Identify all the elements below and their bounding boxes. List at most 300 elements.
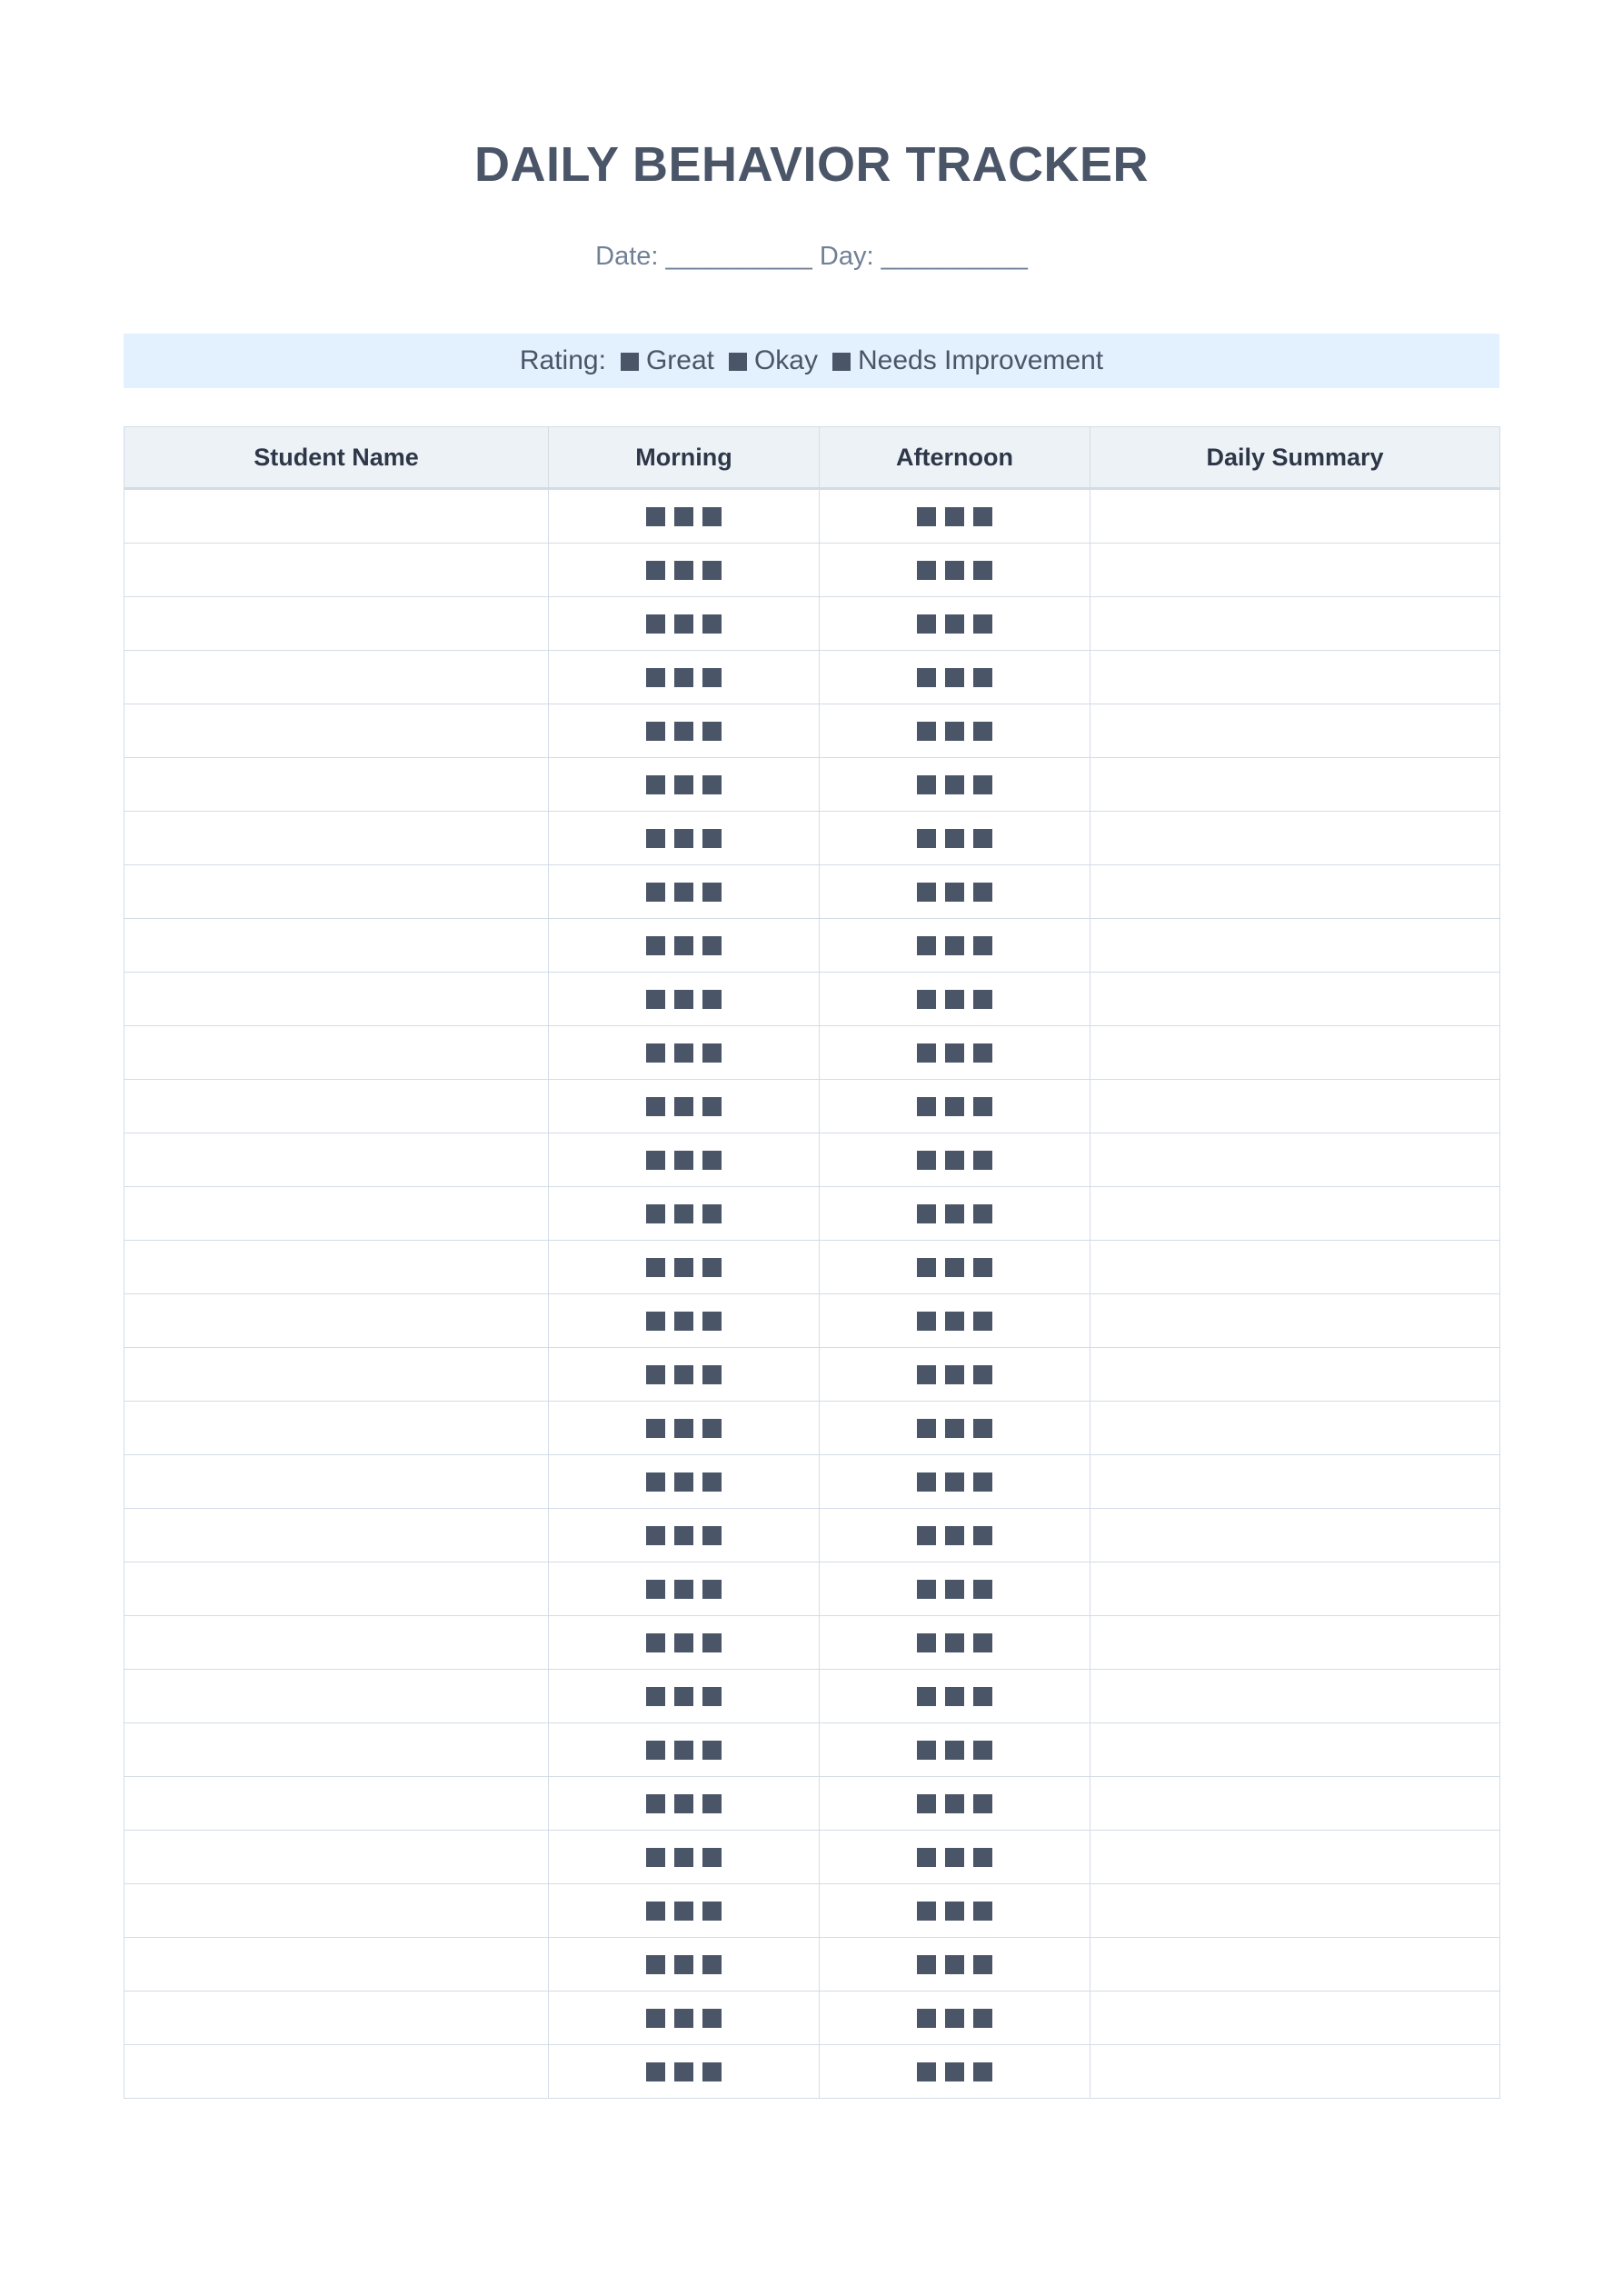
table-header-row — [124, 427, 1500, 489]
rating-checkbox-group — [646, 2009, 722, 2028]
daily-summary-cell[interactable] — [1090, 1938, 1500, 1992]
morning-cell — [549, 1831, 820, 1884]
rating-checkbox-square-icon[interactable] — [973, 1955, 992, 1974]
rating-checkbox-square-icon[interactable] — [945, 2009, 964, 2028]
rating-checkbox-square-icon[interactable] — [917, 775, 936, 794]
rating-checkbox-square-icon[interactable] — [674, 561, 693, 580]
rating-checkbox-group — [917, 668, 992, 687]
rating-checkbox-square-icon[interactable] — [702, 1258, 722, 1277]
rating-checkbox-group — [646, 1419, 722, 1438]
morning-cell — [549, 2045, 820, 2099]
rating-checkbox-square-icon[interactable] — [702, 1419, 722, 1438]
daily-summary-cell[interactable] — [1090, 597, 1500, 651]
morning-cell — [549, 758, 820, 812]
rating-checkbox-square-icon[interactable] — [973, 936, 992, 955]
table-row — [124, 1402, 1500, 1455]
student-name-cell[interactable] — [124, 704, 549, 758]
rating-label: Rating: — [519, 345, 606, 375]
rating-checkbox-square-icon[interactable] — [674, 614, 693, 634]
daily-summary-cell[interactable] — [1090, 1777, 1500, 1831]
rating-checkbox-square-icon[interactable] — [702, 1580, 722, 1599]
rating-checkbox-square-icon[interactable] — [973, 1741, 992, 1760]
rating-checkbox-square-icon[interactable] — [702, 1043, 722, 1063]
rating-checkbox-group — [917, 614, 992, 634]
rating-checkbox-square-icon[interactable] — [917, 1848, 936, 1867]
rating-checkbox-square-icon[interactable] — [702, 1204, 722, 1223]
rating-checkbox-square-icon[interactable] — [646, 1043, 665, 1063]
rating-checkbox-square-icon[interactable] — [917, 1312, 936, 1331]
student-name-cell[interactable] — [124, 1831, 549, 1884]
afternoon-cell — [820, 1294, 1090, 1348]
rating-checkbox-square-icon[interactable] — [973, 1258, 992, 1277]
daily-summary-cell[interactable] — [1090, 1884, 1500, 1938]
rating-checkbox-group — [646, 775, 722, 794]
rating-checkbox-square-icon[interactable] — [646, 561, 665, 580]
rating-checkbox-square-icon[interactable] — [917, 1365, 936, 1384]
rating-checkbox-square-icon[interactable] — [973, 1687, 992, 1706]
rating-checkbox-square-icon[interactable] — [702, 1472, 722, 1492]
rating-checkbox-square-icon[interactable] — [674, 1955, 693, 1974]
rating-checkbox-square-icon[interactable] — [945, 775, 964, 794]
rating-checkbox-square-icon[interactable] — [973, 614, 992, 634]
student-name-cell[interactable] — [124, 1938, 549, 1992]
student-name-cell[interactable] — [124, 2045, 549, 2099]
rating-checkbox-square-icon[interactable] — [702, 1902, 722, 1921]
student-name-cell[interactable] — [124, 544, 549, 597]
rating-checkbox-group — [917, 1633, 992, 1652]
student-name-cell[interactable] — [124, 865, 549, 919]
rating-checkbox-group — [917, 1526, 992, 1545]
rating-checkbox-square-icon[interactable] — [702, 1794, 722, 1813]
student-name-cell[interactable] — [124, 1080, 549, 1133]
rating-checkbox-square-icon[interactable] — [674, 1204, 693, 1223]
rating-checkbox-square-icon[interactable] — [646, 507, 665, 526]
student-name-cell[interactable] — [124, 1187, 549, 1241]
daily-summary-cell[interactable] — [1090, 1509, 1500, 1562]
table-row — [124, 865, 1500, 919]
rating-checkbox-square-icon[interactable] — [646, 1151, 665, 1170]
table-row — [124, 1133, 1500, 1187]
daily-summary-cell[interactable] — [1090, 651, 1500, 704]
daily-summary-cell[interactable] — [1090, 1026, 1500, 1080]
rating-checkbox-group — [917, 1741, 992, 1760]
rating-checkbox-square-icon[interactable] — [945, 1472, 964, 1492]
rating-checkbox-square-icon[interactable] — [702, 2062, 722, 2081]
student-name-cell[interactable] — [124, 1562, 549, 1616]
rating-checkbox-square-icon[interactable] — [945, 2062, 964, 2081]
rating-checkbox-square-icon[interactable] — [702, 1365, 722, 1384]
rating-checkbox-square-icon[interactable] — [674, 1794, 693, 1813]
rating-checkbox-square-icon[interactable] — [973, 1365, 992, 1384]
rating-checkbox-square-icon[interactable] — [973, 2009, 992, 2028]
afternoon-cell — [820, 597, 1090, 651]
rating-checkbox-group — [917, 561, 992, 580]
rating-checkbox-square-icon[interactable] — [646, 1580, 665, 1599]
rating-checkbox-square-icon[interactable] — [945, 1580, 964, 1599]
daily-summary-cell[interactable] — [1090, 1402, 1500, 1455]
rating-checkbox-group — [646, 668, 722, 687]
rating-checkbox-square-icon[interactable] — [702, 2009, 722, 2028]
student-name-cell[interactable] — [124, 1294, 549, 1348]
afternoon-cell — [820, 1670, 1090, 1723]
rating-checkbox-square-icon[interactable] — [945, 614, 964, 634]
rating-checkbox-square-icon[interactable] — [917, 1204, 936, 1223]
daily-summary-cell[interactable] — [1090, 1241, 1500, 1294]
daily-summary-cell[interactable] — [1090, 758, 1500, 812]
rating-checkbox-square-icon[interactable] — [674, 2062, 693, 2081]
rating-checkbox-square-icon[interactable] — [917, 1097, 936, 1116]
rating-checkbox-group — [646, 1151, 722, 1170]
rating-checkbox-square-icon[interactable] — [945, 1151, 964, 1170]
rating-checkbox-square-icon[interactable] — [674, 883, 693, 902]
rating-checkbox-square-icon[interactable] — [917, 883, 936, 902]
rating-checkbox-square-icon[interactable] — [646, 1419, 665, 1438]
table-row — [124, 758, 1500, 812]
rating-checkbox-group — [917, 1151, 992, 1170]
daily-summary-cell[interactable] — [1090, 1992, 1500, 2045]
rating-checkbox-square-icon[interactable] — [945, 1365, 964, 1384]
student-name-cell[interactable] — [124, 1241, 549, 1294]
daily-summary-cell[interactable] — [1090, 1670, 1500, 1723]
rating-checkbox-square-icon[interactable] — [646, 1848, 665, 1867]
rating-checkbox-square-icon[interactable] — [945, 507, 964, 526]
rating-checkbox-square-icon[interactable] — [674, 990, 693, 1009]
rating-checkbox-square-icon[interactable] — [702, 1848, 722, 1867]
rating-checkbox-square-icon[interactable] — [917, 722, 936, 741]
rating-checkbox-group — [646, 1365, 722, 1384]
rating-checkbox-square-icon[interactable] — [674, 1687, 693, 1706]
rating-checkbox-square-icon[interactable] — [917, 936, 936, 955]
rating-checkbox-square-icon[interactable] — [917, 1043, 936, 1063]
student-name-cell[interactable] — [124, 973, 549, 1026]
rating-checkbox-square-icon[interactable] — [646, 1902, 665, 1921]
rating-checkbox-square-icon[interactable] — [674, 1741, 693, 1760]
student-name-cell[interactable] — [124, 597, 549, 651]
rating-checkbox-square-icon[interactable] — [973, 1580, 992, 1599]
rating-checkbox-square-icon[interactable] — [945, 1204, 964, 1223]
rating-checkbox-square-icon[interactable] — [917, 1955, 936, 1974]
rating-checkbox-square-icon[interactable] — [674, 1151, 693, 1170]
rating-checkbox-square-icon[interactable] — [973, 1526, 992, 1545]
rating-checkbox-square-icon[interactable] — [646, 1687, 665, 1706]
rating-checkbox-square-icon[interactable] — [646, 1312, 665, 1331]
student-name-cell[interactable] — [124, 1723, 549, 1777]
rating-checkbox-square-icon[interactable] — [674, 1526, 693, 1545]
column-header-morning: Morning — [549, 427, 820, 489]
rating-checkbox-square-icon[interactable] — [674, 936, 693, 955]
daily-summary-cell[interactable] — [1090, 1723, 1500, 1777]
rating-checkbox-square-icon[interactable] — [945, 1312, 964, 1331]
rating-checkbox-square-icon[interactable] — [973, 1848, 992, 1867]
rating-checkbox-square-icon[interactable] — [674, 1848, 693, 1867]
daily-summary-cell[interactable] — [1090, 1348, 1500, 1402]
rating-checkbox-group — [917, 1687, 992, 1706]
rating-checkbox-square-icon[interactable] — [945, 990, 964, 1009]
rating-checkbox-square-icon[interactable] — [917, 1258, 936, 1277]
table-row — [124, 1777, 1500, 1831]
rating-checkbox-square-icon[interactable] — [973, 1151, 992, 1170]
rating-checkbox-square-icon[interactable] — [973, 507, 992, 526]
rating-checkbox-square-icon[interactable] — [674, 1419, 693, 1438]
rating-checkbox-square-icon[interactable] — [945, 1043, 964, 1063]
rating-checkbox-group — [646, 883, 722, 902]
rating-checkbox-group — [646, 1312, 722, 1331]
rating-checkbox-square-icon[interactable] — [674, 1633, 693, 1652]
rating-checkbox-square-icon[interactable] — [973, 1419, 992, 1438]
rating-checkbox-square-icon[interactable] — [917, 1151, 936, 1170]
rating-checkbox-square-icon[interactable] — [917, 1741, 936, 1760]
daily-summary-cell[interactable] — [1090, 1455, 1500, 1509]
rating-checkbox-group — [917, 507, 992, 526]
daily-summary-cell[interactable] — [1090, 489, 1500, 544]
rating-checkbox-square-icon[interactable] — [646, 668, 665, 687]
student-name-cell[interactable] — [124, 651, 549, 704]
rating-checkbox-square-icon[interactable] — [674, 1043, 693, 1063]
daily-summary-cell[interactable] — [1090, 1133, 1500, 1187]
rating-checkbox-group — [917, 1043, 992, 1063]
rating-checkbox-square-icon[interactable] — [917, 1472, 936, 1492]
afternoon-cell — [820, 812, 1090, 865]
rating-checkbox-square-icon[interactable] — [973, 1204, 992, 1223]
daily-summary-cell[interactable] — [1090, 812, 1500, 865]
rating-checkbox-square-icon[interactable] — [973, 1902, 992, 1921]
rating-checkbox-square-icon[interactable] — [917, 614, 936, 634]
student-name-cell[interactable] — [124, 1026, 549, 1080]
rating-checkbox-square-icon[interactable] — [702, 1151, 722, 1170]
rating-checkbox-square-icon[interactable] — [702, 722, 722, 741]
afternoon-cell — [820, 1455, 1090, 1509]
daily-summary-cell[interactable] — [1090, 865, 1500, 919]
rating-checkbox-square-icon[interactable] — [917, 1633, 936, 1652]
rating-checkbox-square-icon[interactable] — [973, 1043, 992, 1063]
student-name-cell[interactable] — [124, 1884, 549, 1938]
afternoon-cell — [820, 973, 1090, 1026]
rating-checkbox-square-icon[interactable] — [917, 990, 936, 1009]
rating-checkbox-square-icon[interactable] — [973, 2062, 992, 2081]
morning-cell — [549, 1884, 820, 1938]
date-field[interactable]: __________ — [665, 242, 812, 271]
rating-checkbox-square-icon[interactable] — [917, 1902, 936, 1921]
rating-checkbox-square-icon[interactable] — [646, 829, 665, 848]
afternoon-cell — [820, 1616, 1090, 1670]
rating-checkbox-square-icon[interactable] — [646, 1472, 665, 1492]
rating-checkbox-square-icon[interactable] — [945, 1902, 964, 1921]
student-name-cell[interactable] — [124, 1616, 549, 1670]
rating-checkbox-group — [917, 829, 992, 848]
rating-legend — [124, 334, 1499, 388]
rating-checkbox-square-icon[interactable] — [917, 668, 936, 687]
rating-checkbox-square-icon[interactable] — [945, 883, 964, 902]
rating-checkbox-square-icon[interactable] — [973, 990, 992, 1009]
rating-checkbox-square-icon[interactable] — [973, 1312, 992, 1331]
rating-checkbox-square-icon[interactable] — [973, 1633, 992, 1652]
rating-checkbox-square-icon[interactable] — [674, 1902, 693, 1921]
rating-checkbox-square-icon[interactable] — [702, 1955, 722, 1974]
rating-checkbox-square-icon[interactable] — [945, 1794, 964, 1813]
rating-checkbox-square-icon[interactable] — [945, 1526, 964, 1545]
student-name-cell[interactable] — [124, 1992, 549, 2045]
rating-checkbox-square-icon[interactable] — [674, 829, 693, 848]
rating-checkbox-square-icon[interactable] — [674, 1580, 693, 1599]
rating-checkbox-square-icon[interactable] — [945, 1258, 964, 1277]
rating-checkbox-square-icon[interactable] — [674, 1365, 693, 1384]
rating-checkbox-square-icon[interactable] — [917, 1580, 936, 1599]
rating-checkbox-square-icon[interactable] — [917, 1794, 936, 1813]
rating-checkbox-square-icon[interactable] — [646, 1955, 665, 1974]
rating-checkbox-square-icon[interactable] — [674, 668, 693, 687]
rating-checkbox-square-icon[interactable] — [674, 1472, 693, 1492]
rating-checkbox-square-icon[interactable] — [646, 2062, 665, 2081]
afternoon-cell — [820, 1402, 1090, 1455]
rating-checkbox-square-icon[interactable] — [702, 1097, 722, 1116]
rating-checkbox-square-icon[interactable] — [646, 1633, 665, 1652]
rating-checkbox-group — [917, 1097, 992, 1116]
rating-checkbox-square-icon[interactable] — [973, 722, 992, 741]
rating-checkbox-square-icon[interactable] — [945, 1419, 964, 1438]
rating-checkbox-square-icon[interactable] — [973, 1794, 992, 1813]
rating-checkbox-square-icon[interactable] — [917, 1419, 936, 1438]
rating-checkbox-square-icon[interactable] — [674, 775, 693, 794]
table-row — [124, 1187, 1500, 1241]
daily-summary-cell[interactable] — [1090, 1294, 1500, 1348]
morning-cell — [549, 1026, 820, 1080]
daily-summary-cell[interactable] — [1090, 1831, 1500, 1884]
morning-cell — [549, 812, 820, 865]
rating-checkbox-square-icon[interactable] — [646, 1365, 665, 1384]
rating-checkbox-square-icon[interactable] — [674, 1097, 693, 1116]
rating-checkbox-square-icon[interactable] — [945, 936, 964, 955]
rating-checkbox-square-icon[interactable] — [945, 1687, 964, 1706]
rating-checkbox-square-icon[interactable] — [646, 936, 665, 955]
afternoon-cell — [820, 1992, 1090, 2045]
daily-summary-cell[interactable] — [1090, 1187, 1500, 1241]
rating-checkbox-square-icon[interactable] — [702, 507, 722, 526]
daily-summary-cell[interactable] — [1090, 1562, 1500, 1616]
morning-cell — [549, 1294, 820, 1348]
daily-summary-cell[interactable] — [1090, 1616, 1500, 1670]
rating-checkbox-square-icon[interactable] — [702, 936, 722, 955]
rating-checkbox-square-icon[interactable] — [945, 1741, 964, 1760]
student-name-cell[interactable] — [124, 1402, 549, 1455]
rating-checkbox-square-icon[interactable] — [973, 775, 992, 794]
student-name-cell[interactable] — [124, 1670, 549, 1723]
rating-checkbox-square-icon[interactable] — [917, 507, 936, 526]
rating-checkbox-square-icon[interactable] — [702, 561, 722, 580]
rating-checkbox-square-icon[interactable] — [945, 722, 964, 741]
daily-summary-cell[interactable] — [1090, 544, 1500, 597]
rating-checkbox-square-icon[interactable] — [973, 1472, 992, 1492]
rating-checkbox-square-icon[interactable] — [674, 722, 693, 741]
student-name-cell[interactable] — [124, 1509, 549, 1562]
rating-checkbox-square-icon[interactable] — [917, 2062, 936, 2081]
rating-checkbox-square-icon[interactable] — [646, 1204, 665, 1223]
daily-summary-cell[interactable] — [1090, 1080, 1500, 1133]
rating-checkbox-square-icon[interactable] — [646, 1526, 665, 1545]
rating-checkbox-square-icon[interactable] — [646, 1097, 665, 1116]
rating-checkbox-group — [646, 1258, 722, 1277]
rating-checkbox-square-icon[interactable] — [646, 1794, 665, 1813]
rating-checkbox-square-icon[interactable] — [702, 1526, 722, 1545]
date-day-line — [0, 238, 1623, 275]
student-name-cell[interactable] — [124, 758, 549, 812]
rating-checkbox-square-icon[interactable] — [674, 1258, 693, 1277]
rating-checkbox-group — [646, 1687, 722, 1706]
rating-checkbox-square-icon[interactable] — [973, 1097, 992, 1116]
rating-checkbox-square-icon[interactable] — [702, 990, 722, 1009]
student-name-cell[interactable] — [124, 1777, 549, 1831]
rating-checkbox-group — [917, 775, 992, 794]
day-field[interactable]: __________ — [881, 242, 1028, 271]
student-name-cell[interactable] — [124, 919, 549, 973]
column-header-daily-summary: Daily Summary — [1090, 427, 1500, 489]
rating-checkbox-square-icon[interactable] — [702, 775, 722, 794]
rating-checkbox-square-icon[interactable] — [945, 1848, 964, 1867]
rating-checkbox-square-icon[interactable] — [945, 1633, 964, 1652]
rating-checkbox-square-icon[interactable] — [945, 561, 964, 580]
rating-checkbox-square-icon[interactable] — [646, 1258, 665, 1277]
rating-checkbox-square-icon[interactable] — [646, 2009, 665, 2028]
rating-checkbox-square-icon[interactable] — [702, 1633, 722, 1652]
rating-checkbox-square-icon[interactable] — [702, 614, 722, 634]
afternoon-cell — [820, 1509, 1090, 1562]
rating-checkbox-square-icon[interactable] — [917, 829, 936, 848]
rating-checkbox-square-icon[interactable] — [674, 2009, 693, 2028]
daily-summary-cell[interactable] — [1090, 2045, 1500, 2099]
rating-checkbox-square-icon[interactable] — [945, 829, 964, 848]
rating-checkbox-square-icon[interactable] — [973, 561, 992, 580]
rating-checkbox-square-icon[interactable] — [702, 668, 722, 687]
rating-checkbox-square-icon[interactable] — [945, 1097, 964, 1116]
table-row — [124, 489, 1500, 544]
rating-checkbox-group — [646, 1097, 722, 1116]
rating-checkbox-square-icon[interactable] — [646, 990, 665, 1009]
rating-checkbox-square-icon[interactable] — [646, 722, 665, 741]
rating-checkbox-square-icon[interactable] — [702, 829, 722, 848]
rating-checkbox-square-icon[interactable] — [646, 614, 665, 634]
rating-checkbox-square-icon[interactable] — [702, 1687, 722, 1706]
student-name-cell[interactable] — [124, 1133, 549, 1187]
student-name-cell[interactable] — [124, 1348, 549, 1402]
rating-checkbox-square-icon[interactable] — [702, 1312, 722, 1331]
rating-checkbox-square-icon[interactable] — [973, 883, 992, 902]
rating-checkbox-square-icon[interactable] — [646, 775, 665, 794]
rating-checkbox-group — [646, 1955, 722, 1974]
rating-checkbox-square-icon[interactable] — [945, 1955, 964, 1974]
rating-checkbox-square-icon[interactable] — [917, 2009, 936, 2028]
rating-checkbox-square-icon[interactable] — [702, 1741, 722, 1760]
student-name-cell[interactable] — [124, 489, 549, 544]
rating-checkbox-square-icon[interactable] — [646, 883, 665, 902]
rating-checkbox-square-icon[interactable] — [702, 883, 722, 902]
student-name-cell[interactable] — [124, 1455, 549, 1509]
rating-checkbox-square-icon[interactable] — [917, 561, 936, 580]
morning-cell — [549, 704, 820, 758]
daily-summary-cell[interactable] — [1090, 704, 1500, 758]
rating-checkbox-square-icon[interactable] — [973, 829, 992, 848]
afternoon-cell — [820, 1187, 1090, 1241]
rating-checkbox-square-icon[interactable] — [674, 1312, 693, 1331]
student-name-cell[interactable] — [124, 812, 549, 865]
daily-summary-cell[interactable] — [1090, 973, 1500, 1026]
rating-checkbox-square-icon[interactable] — [917, 1687, 936, 1706]
rating-checkbox-square-icon[interactable] — [945, 668, 964, 687]
rating-checkbox-square-icon[interactable] — [646, 1741, 665, 1760]
daily-summary-cell[interactable] — [1090, 919, 1500, 973]
rating-checkbox-group — [646, 722, 722, 741]
rating-checkbox-square-icon[interactable] — [917, 1526, 936, 1545]
rating-checkbox-square-icon[interactable] — [674, 507, 693, 526]
rating-checkbox-square-icon[interactable] — [973, 668, 992, 687]
